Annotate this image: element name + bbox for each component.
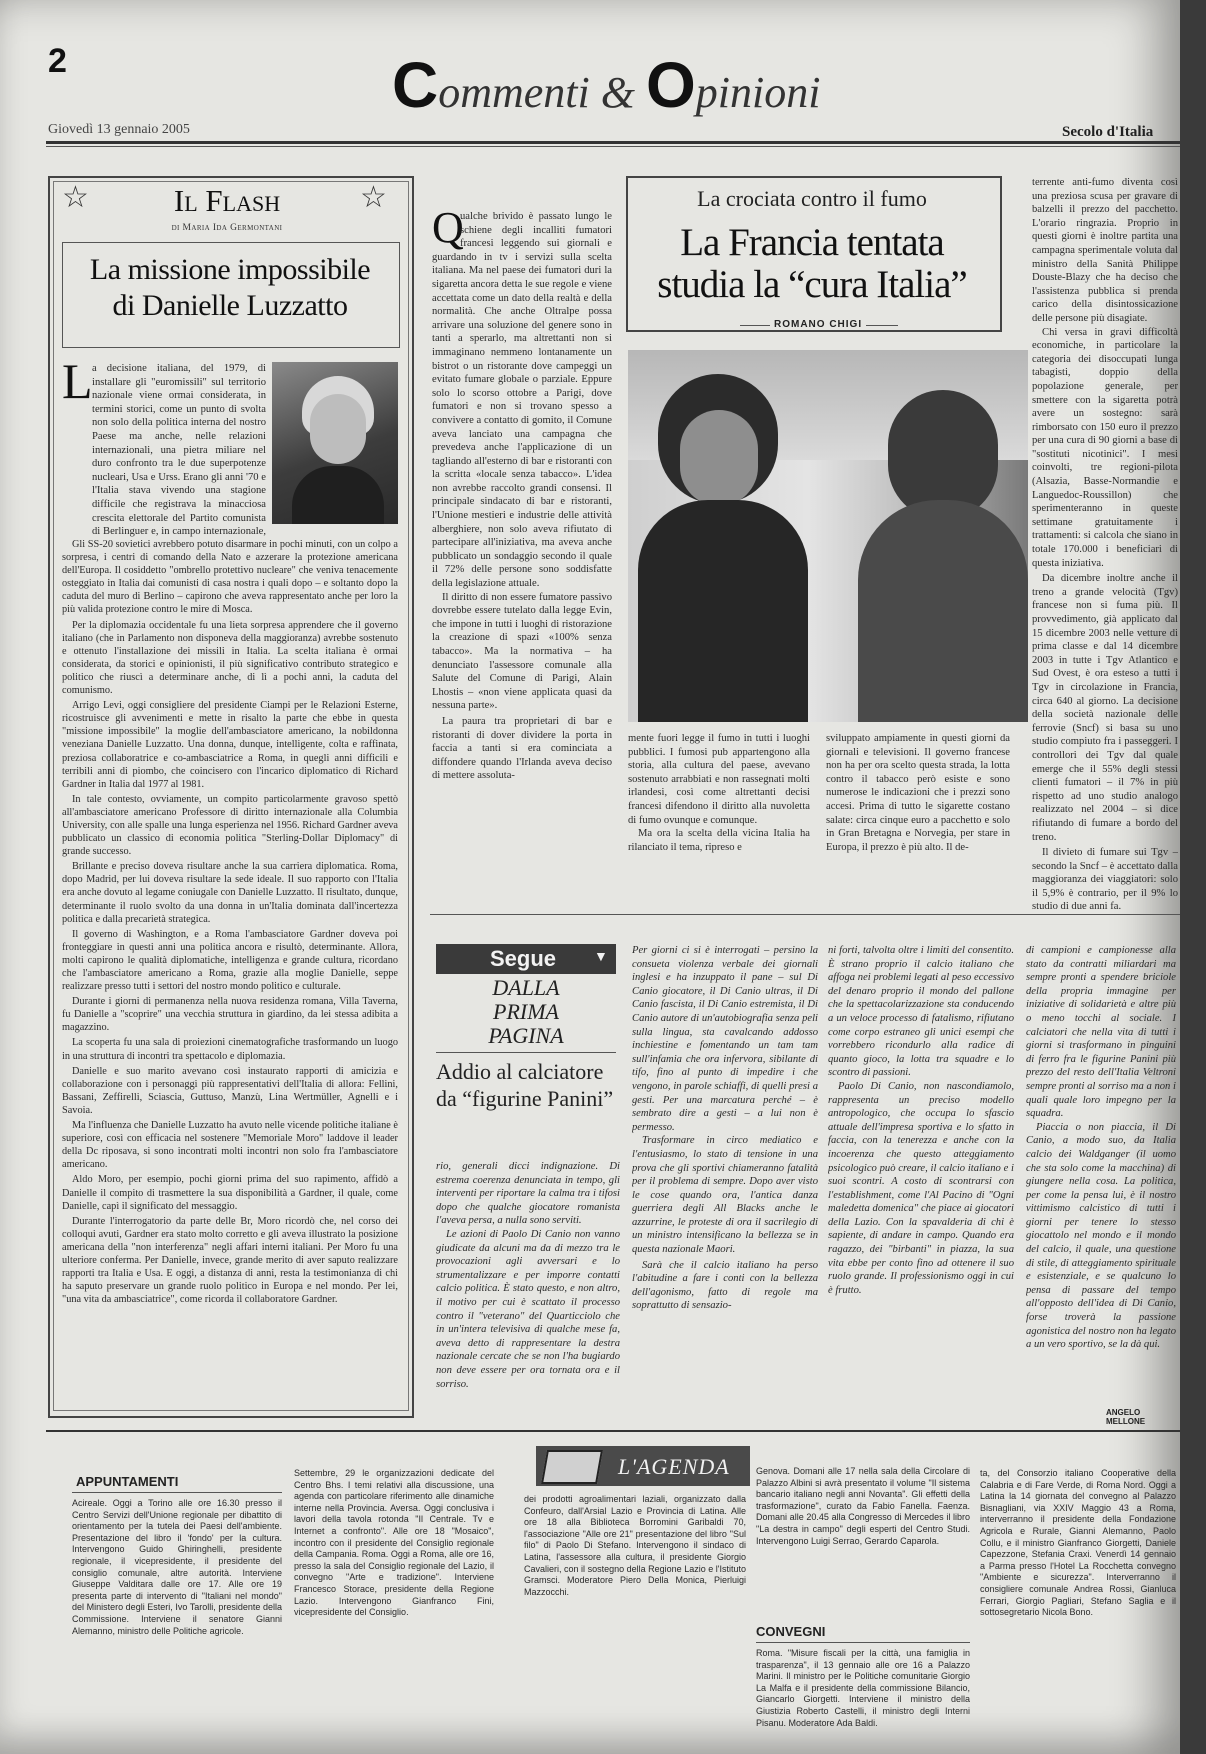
- flash-paragraph: Brillante e preciso doveva risultare anche la sua carriera diplomatica. Roma, dopo Madrid, per lui doveva risultare la sede ideale. Il suo rapporto con l'Italia era anche dovuto al legame coniugale con Danielle Luzzatto. Il risultato, dunque, determinante il ruolo svolto da una donna in un'Italia dominata dall'incertezza politica e dalla precarietà strategica.: [62, 861, 398, 925]
- segue-col-3: [828, 944, 1014, 1422]
- flash-paragraph: Arrigo Levi, oggi consigliere del presidente Ciampi per le Relazioni Esterne, ricostruisce gli avvenimenti e mette in risalto la parte che ebbe in questa "missione impossibile" la moglie dell'ambasciatore americano, la nobildonna veneziana Danielle Luzzatto. Una donna, dunque, intelligente, colta e raffinata, preziosa collaboratrice e co-ambasciatrice a Roma, in quegli anni difficili e terribili anni di piombo, che coincisero con l'incarico diplomatico di Richard Gardner in Italia dal 1977 al 1981.: [62, 700, 398, 790]
- flash-drop-cap: L: [62, 353, 93, 409]
- segue-line-3: PAGINA: [488, 1023, 564, 1048]
- section-c-initial: C: [392, 49, 439, 121]
- arrow-down-icon: ▼: [594, 950, 608, 965]
- segue-col-1-paragraph: Le azioni di Paolo Di Canio non vanno giudicate da alcuni ma da di mezzo tra le provocazioni agli avversari e lo strumentalizzare e per imporre contatti calcio politica. È stato questo, e non altro, il motivo per cui è scattato il processo contro il "veterano" del Quarticciolo che in un'intera televisiva di qualche mese fa, aveva detto di rappresentare la destra nazionale cercate che se non l'ha bugiardo non deve essere per ora tornata ora e il sorriso.: [436, 1228, 620, 1390]
- smoke-col-3-text: sviluppato ampiamente in questi giorni da giornali e televisioni. Il governo francese non ha per ora scelto questa strada, la lotta contro il tabacco però esiste e sono numerose le indicazioni che i prezzi sono accesi. Prima di tutto le sigarette costano salate: circa cinque euro a pacchetto e solo in Gran Bretagna e Norvegia, per stare in Europa, il prezzo è più alto. Il de-: [826, 733, 1010, 853]
- flash-paragraph: In tale contesto, ovviamente, un compito particolarmente gravoso spettò all'ambasciatore americano Professore di diritto internazionale alla Columbia University, con alle spalle una lunga esperienza nel 1956. Richard Gardner aveva pubblicato un classico di economia politica "Sterling-Dollar Diplomacy" di grande successo.: [62, 793, 398, 858]
- segue-from-front: [436, 976, 616, 1048]
- flash-byline: di Maria Ida Germontani: [171, 223, 283, 233]
- flash-paragraph: Il governo di Washington, e a Roma l'ambasciatore Gardner doveva poi fronteggiare in questi anni una politica ancora e risultò, determinante. Allora, molti capirono le qualità diplomatiche, intelligenza e grande cultura, ricordano che l'ambasciatore americano a Roma, grazie alla moglie Danielle, seppe realizzare presso tutti i settori del nostro mondo politico e culturale.: [62, 928, 398, 993]
- smoke-col-4-paragraph: Da dicembre inoltre anche il treno a grande velocità (Tgv) francese non si fuma più. Il provvedimento, già applicato dal 15 dicembre 2003 nelle vetture di prima classe e dal 14 dicembre 2003 in tutte i Tgv Atlantico e Sud Ovest, è ora esteso a tutti i Tgv in circolazione in Francia, circa 640 al giorno. La decisione della società nazionale delle ferrovie (Sncf) si basa su uno studio compiuto fra i passeggeri. I controllori dei Tgv dal quale emerge che il 55% degli stessi clienti fumatori – il 7% in più rispetto ad uno studio analogo realizzato nel 2004 – si dice rifiutando di fumare a bordo del treno.: [1032, 573, 1178, 843]
- segue-col-1-text: rio, generali dicci indignazione. Di estrema coerenza denunciata in tempo, gli interventi per riportare la calma tra i tifosi dopo che qualche giocatore romanista l'aveva persa, a nulla sono serviti.: [436, 1161, 620, 1227]
- agenda-col-5-text: ta, del Consorzio italiano Cooperative della Calabria e di Fare Verde, di Roma Nord. Oggi a Latina la 14 giornata del convegno al Palazzo Bisnagliani, via XXIV Maggio 43 a Roma, interverranno il presidente della Fondazione Agricola e Rurale, Gianni Alemanno, Paolo Collu, e il ministro Gianfranco Giorgetti, Daniele Capezzone, Stefania Craxi. Venerdì 14 gennaio a Parma presso l'Hotel La Rocchetta convegno "Ambiente e sicurezza". Interverranno il consigliere comunale Andrea Rossi, Gianluca Ferrari, Giorgio Pagliari, Stefano Saglia e il sottosegretario Nicola Bono.: [980, 1468, 1176, 1618]
- agenda-logo: L'AGENDA: [618, 1454, 730, 1479]
- flash-rubric: Il Flash: [173, 183, 281, 218]
- segue-col-4-text: di campioni e campionesse alla stato da contratti miliardari ma sempre pronti a spendere briciole della propria immagine per iniziative di solidarietà e altre più o meno tocchi al sociale. I calciatori che nella vita di tutti i giorni si trasformano in pinguini di ferro fra le figurine Panini più prezzo del resto dell'Italia Veltroni sempre pronti al sorriso ma a non i quali quale loro impegno per la squadra.: [1026, 945, 1176, 1120]
- segue-col-2: [632, 944, 818, 1422]
- agenda-col-convegni: [756, 1648, 970, 1738]
- flash-title: [64, 252, 396, 324]
- section-o-initial: O: [645, 49, 696, 121]
- appuntamenti-rule: [72, 1492, 282, 1493]
- agenda-col-4: [756, 1466, 970, 1620]
- header-rule: [46, 141, 1180, 144]
- agenda-col-1: [72, 1498, 282, 1738]
- segue-label: Segue: [490, 946, 557, 971]
- section-title: [392, 48, 852, 121]
- flash-paragraph: Danielle e suo marito avevano così instaurato rapporti di amicizia e collaborazione con i personaggi più rappresentativi dell'Italia di allora: Fellini, Bassani, Zeffirelli, Sciascia, Guttuso, Manzù, Lina Wertmüller, Agnelli e i Savoia.: [62, 1065, 398, 1116]
- segue-col-1: [436, 1160, 620, 1422]
- smoke-col-2: [628, 732, 810, 932]
- convegni-rule: [756, 1642, 970, 1643]
- book-icon: [541, 1450, 603, 1484]
- section-word-1: ommenti &: [438, 68, 646, 117]
- flash-intro-text: a decisione italiana, del 1979, di installare gli "euromissili" sul territorio nazionale viene ormai considerata, in termini storici, come un punto di svolta non solo della politica interna del nostro Paese ma anche, nelle relazioni internazionali, una pietra miliare nel duro confronto tra le due superpotenze nucleari, Usa e Urss. Erano gli anni '70 e l'Italia stava vivendo una stagione difficile che registrava la minacciosa crescita elettorale del Partito comunista di Berlinguer e, in campo internazionale,: [92, 363, 266, 538]
- section-word-2: pinioni: [695, 68, 821, 117]
- smoke-drop-cap: Q: [432, 203, 464, 252]
- smoke-col-2-paragraph: Ma ora la scelta della vicina Italia ha rilanciato il tema, ripreso e: [628, 828, 810, 853]
- agenda-col-2: [294, 1468, 494, 1738]
- agenda-banner: [536, 1446, 750, 1486]
- smoke-col-4-text: terrente anti-fumo diventa così una preziosa scusa per gravare di balzelli il prezzo del pacchetto. L'orario ringrazia. Proprio in questi giorni è inoltre partita una campagna sperimentale voluta dal ministro della Sanità Philippe Douste-Blazy che ha deciso che l'assistenza pubblica si prenda carico della disintossicazione delle persone più disagiate.: [1032, 177, 1178, 324]
- byline-rule-right: [866, 325, 898, 326]
- section-divider: [430, 914, 1180, 915]
- flash-paragraph: Per la diplomazia occidentale fu una lieta sorpresa apprendere che il governo italiano (che in Parlamento non disponeva della maggioranza) avrebbe sostenuto e ottenuto l'installazione dei missili in Italia. La scelta italiana è ormai considerata, da storici e opinionisti, il più significativo contributo strategico e politico che riuscì a determinare anche, di lì a pochi anni, la caduta del comunismo.: [62, 619, 398, 697]
- smoke-col-1-paragraph: La paura tra proprietari di bar e ristoranti di dover dividere la porta in faccia a tanti si era cominciata a diffondere quando l'Irlanda aveva deciso di mettere assoluta-: [432, 715, 612, 782]
- smoking-photo: [628, 350, 1028, 722]
- segue-col-4: [1026, 944, 1176, 1404]
- flash-body: [62, 538, 398, 1402]
- flash-paragraph: La scoperta fu una sala di proiezioni cinematografiche trasformando un luogo in una struttura di incontri tra spettacolo e diplomazia.: [62, 1037, 398, 1062]
- byline-rule-left: [740, 325, 770, 326]
- segue-col-4-paragraph: Piaccia o non piaccia, il Di Canio, a modo suo, da Italia calcio dei Waldganger (il uomo che sta solo come la macchina) di giungere nella cosa. La politica, per come la pensa lui, è il nostro vittimismo calcistico di tutti i giorni per tenere lo stesso giocattolo nel mondo e il mondo del calcio, il quale, una questione di stile, di atteggiamento spirituale e esistenziale, e se qualcuno lo pensa di passare del tempo all'opposto dell'idea di Di Canio, forse troverà la passione agonistica del nostro non ha legato a un vero sportivo, se la dà qui.: [1026, 1121, 1176, 1351]
- issue-date: Giovedì 13 gennaio 2005: [48, 122, 190, 137]
- smoke-col-2-text: mente fuori legge il fumo in tutti i luoghi pubblici. I fumosi pub appartengono alla storia, alla cultura del paese, avevano sostenuto arrabbiati e non rassegnati molti irlandesi, così come altrettanti decisi francesi difendono il diritto alla nuvoletta di fumo ovunque e comunque.: [628, 733, 810, 826]
- segue-col-3-paragraph: Paolo Di Canio, non nascondiamolo, rappresenta un preciso modello antropologico, che occupa lo sfascio attuale dell'impresa sportiva e lo sfatto in faccia, con la tenerezza e anche con la incoerenza che questo atteggiamento psicologico può creare, il calcio italiano e i suoi scontri. A costo di scontrarsi con l'establishment, come l'Al Pacino di "Ogni maledetta domenica" che piace ai giocatori della Lazio. Con la spavalderia di chi è sapiente, di andare in campo. Quando era ragazzo, dei "birbanti" in piazza, la sua vita ebbe per conto fino ad ottenere il suo ruolo grande. Il professionismo oggi in cui è frutto.: [828, 1080, 1014, 1296]
- convegni-title: CONVEGNI: [756, 1624, 826, 1639]
- agenda-col-4-text: Genova. Domani alle 17 nella sala della Circolare di Palazzo Albini si avrà presentato il volume "Il sistema bancario italiano negli anni Novanta". Gli effetti della trasformazione", curato da Fabio Fanella. Faenza. Domani alle 20.45 alla Congresso di Mercedes il libro "La destra in campo" degli esperti del Centro Studi. Intervengono Luigi Serrao, Gerardo Caparola.: [756, 1466, 970, 1546]
- segue-col-2-text: Per giorni ci si è interrogati – persino la consueta violenza verbale dei giornali inglesi e ha inzuppato il pane – sul Di Canio giocatore, il Di Canio ultras, il Di Canio fascista, il Di Canio estremista, il Di Canio autore di un'autobiografia senza peli sulla lingua, sta cavalcando addosso inchiestine e fomentando un tam tam sull'infamia che ora infervora, sibilante di tifo, fino al punto di impedire i che vengono, in parole schiaffi, di quelli presi a gesti. Per una marcatura perché – è sembrato dire a gesti – a lui non è permesso.: [632, 945, 818, 1133]
- segue-rule: [436, 1052, 616, 1053]
- flash-paragraph: Durante l'interrogatorio da parte delle Br, Moro ricordò che, nel corso dei colloqui avuti, Gardner era stato molto corretto e gli aveva illustrato la posizione americana della "non interferenza" negli affari interni italiani. Per Moro fu una ulteriore conferma. Per Danielle, invece, grande merito di aver saputo realizzare rapporti tra Italia e Usa. E oggi, a distanza di anni, resta la testimonianza di chi ha saputo preservare un grande ruolo politico in Europa e nel mondo. Per lei, "una vita da ambasciatrice", come ricorda il collaboratore Gardner.: [62, 1215, 398, 1306]
- segue-col-3-text: ni forti, talvolta oltre i limiti del consentito. È strano proprio il calcio italiano che affoga nei problemi legati al peso eccessivo del denaro proprio il mondo del pallone che la spettacolarizzazione sta conducendo a un veloce processo di fatalismo, rifiutano come corpo estraneo gli unici esempi che vorrebbero ricondurlo alla radice di quanto gioco, la lotta tra squadre e lo scontro di passioni.: [828, 945, 1014, 1079]
- agenda-col-5: [980, 1468, 1176, 1738]
- segue-line-1: DALLA: [492, 975, 560, 1000]
- smoke-col-3: [826, 732, 1010, 932]
- smoke-col-4-paragraph: Il divieto di fumare sui Tgv – secondo la Sncf – è accettato dalla maggioranza dei viaggiatori: solo il 5,9% è contrario, per il 9% lo studio di due anni fa.: [1032, 847, 1178, 913]
- smoke-title-line-1: La Francia tentata: [680, 221, 944, 264]
- segue-tag: [436, 944, 616, 974]
- segue-col-2-paragraph: Sarà che il calcio italiano ha perso l'abitudine a fare i conti con la bellezza dell'agonismo, fatto di regole ma soprattutto di sensazio-: [632, 1259, 818, 1312]
- appuntamenti-title: APPUNTAMENTI: [76, 1474, 179, 1489]
- segue-author: ANGELO MELLONE: [1106, 1408, 1146, 1426]
- agenda-col-2-text: Settembre, 29 le organizzazioni dedicate del Centro Bhs. I temi relativi alla discussione, una agenda con particolare riferimento alle dinamiche interne nella Provincia. Aversa. Oggi conclusiva i lavori della tavola rotonda "Il Centrale. Tv e Internet a confronto". Alle ore 18 "Mosaico", incontro con il presidente del Consiglio regionale della Campania. Roma. Oggi a Roma, alle ore 16, presso la sala del Consiglio regionale del Lazio, il convegno "Arte e tradizione". Interviene Francesco Storace, presidente della Regione Lazio. Intervengono Gianfranco Fini, vicepresidente del Consiglio.: [294, 1468, 494, 1618]
- brand-name: Secolo d'Italia: [1062, 124, 1154, 140]
- agenda-col-1-text: Acireale. Oggi a Torino alle ore 16.30 presso il Centro Servizi dell'Unione regionale per dibattito di orientamento per la tutela dei Paesi dell'ambiente. Presentazione del libro il 'fondo' per la cultura. Intervengono Guido Ghiringhelli, presidente regionale, il vicepresidente, il presidente del consiglio comunale, altre autorità. Interviene Giuseppe Valditara dalle ore 17. Alle ore 19 presenta parte di intervento di "Italiani nel mondo" del Ministero degli Esteri, Ivo Tarolli, presidente della Commissione. Interviene il senatore Gianni Alemanno, ministro delle Politiche agricole.: [72, 1498, 282, 1636]
- smoke-col-1-paragraph: Il diritto di non essere fumatore passivo dovrebbe essere tutelato dalla legge Evin, che impone in tutti i luoghi di ristorazione la creazione di spazi «100% senza tabacco». Ma la normativa – ha denunciato l'assessore comunale alla Salute del Comune di Parigi, Alain Lhostis – «non viene applicata quasi da nessuna parte».: [432, 591, 612, 712]
- portrait-photo: [272, 362, 398, 524]
- star-icon-right: ☆: [360, 181, 387, 214]
- smoke-col-4: [1032, 176, 1178, 928]
- convegni-text: Roma. "Misure fiscali per la città, una famiglia in trasparenza", il 13 gennaio alle ore 16 a Palazzo Marini. Il ministro per le Politiche comunitarie Giorgio La Malfa e il presidente della commissione Bilancio, Giancarlo Giorgetti. Interviene il ministro della Giustizia Roberto Castelli, il ministro degli Interni Pisanu. Moderatore Ada Baldi.: [756, 1648, 970, 1728]
- page-number: 2: [48, 42, 67, 80]
- flash-paragraph: Durante i giorni di permanenza nella nuova residenza romana, Villa Taverna, fu Danielle a "scoprire" una vecchia struttura in giardino, da lei stessa adibita a magazzino.: [62, 996, 398, 1034]
- segue-headline: Addio al calciatore da “figurine Panini”: [436, 1059, 614, 1111]
- flash-paragraph: Aldo Moro, per esempio, pochi giorni prima del suo rapimento, affidò a Danielle il compito di trasmettere la sua disponibilità a Gardner, il quale, come Danielle, capì il significato del messaggio.: [62, 1174, 398, 1212]
- smoke-col-1-text: ualche brivido è passato lungo le schiene degli incalliti fumatori francesi leggendo sui giornali e guardando in tv i servizi sulla scelta italiana. Ma nel paese dei fumatori duri la sigaretta ancora detta le sue regole e viene accettata come un dato della realtà e della normalità. Che anche Oltralpe possa arrivare una soluzione del genere sono in tanti a sperarlo, ma altrettanti non si immaginano nemmeno lontanamente un bistrot o un ristorante dove campeggi un evitato fumare globale o parziale. Eppure solo lo scorso ottobre a Parigi, dove fumatori e non si trovano spesso a convivere a contatto di gomito, il Comune aveva lanciato una campagna che prevedeva anche l'applicazione di un tagliando all'esterno di bar e ristoranti con la scritta «locale senza tabacco». L'idea non avrebbe raccolto grandi consensi. Il principale sindacato di bar e ristoranti, l'Unione mestieri e industrie delle attività alberghiere, non solo aveva rifiutato di partecipare all'iniziativa, ma aveva anche pubblicato un sondaggio secondo il quale il 72% delle persone sono soddisfatte della legislazione attuale.: [432, 211, 612, 590]
- smoke-col-1: [432, 210, 612, 934]
- smoke-title-line-2: studia la “cura Italia”: [657, 263, 967, 306]
- flash-paragraph: Ma l'influenza che Danielle Luzzatto ha avuto nelle vicende politiche italiane è superiore, così con efficacia nel sostenere "Memoriale Moro" laddove il leader della Dc riposava, si sono incontrati molti incontri non solo fra l'ambasciatore americano.: [62, 1120, 398, 1171]
- agenda-top-rule: [46, 1430, 1180, 1432]
- agenda-col-3-text: dei prodotti agroalimentari laziali, organizzato dalla Confeuro, dall'Arsial Lazio e Provincia di Latina. Alle ore 18 alla Biblioteca Borromini Garibaldi 70, l'associazione "Alle ore 21" presentazione del libro "Sul filo" di Paolo Di Stefano. Intervengono il sindaco di Latina, l'assessore alla cultura, il presidente Giorgio Cavalieri, con il sostegno della Regione Lazio e l'Istituto Gramsci. Moderatore Piero Della Monica, Pierluigi Mazzocchi.: [524, 1494, 746, 1597]
- smoke-col-4-paragraph: Chi versa in gravi difficoltà economiche, in particolare la categoria dei disoccupati lunga tabagisti, doppio della popolazione generale, per smettere con la sigaretta potrà avere un sostegno: sarà rimborsato con 150 euro il prezzo per una cura di 90 giorni a base di "sostituti nicotinici". I mesi coinvolti, tre regioni-pilota (Alsazia, Basse-Normandie e Languedoc-Roussillon) che sperimenteranno in queste settimane gratuitamente i trattamenti: si calcola che siano in totale 170.000 i beneficiari di questa iniziativa.: [1032, 326, 1178, 569]
- smoke-kicker: La crociata contro il fumo: [697, 186, 927, 211]
- flash-title-line-1: La missione impossibile: [89, 253, 371, 286]
- star-icon-left: ☆: [62, 181, 89, 214]
- header-rule-thin: [46, 146, 1180, 147]
- smoke-byline: ROMANO CHIGI: [774, 319, 863, 330]
- flash-intro: [92, 362, 266, 538]
- agenda-col-3: [524, 1494, 746, 1738]
- flash-title-line-2: di Danielle Luzzatto: [112, 289, 348, 322]
- segue-line-2: PRIMA: [493, 999, 559, 1024]
- segue-col-2-paragraph: Trasformare in circo mediatico e l'entusiasmo, lo stato di tensione in una prova che gli sportivi chiameranno fatalità per il problema di sempre. Dopo aver visto le cose quando ora, l'antica danza guerriera degli All Blacks anche le azzurrine, le proteste di ora il sacrilegio di un ministro intensificano la bellezza se in questa nazionale Maori.: [632, 1135, 818, 1256]
- flash-paragraph: Gli SS-20 sovietici avrebbero potuto disarmare in pochi minuti, con un colpo a sorpresa, i centri di comando della Nato e azzerare la protezione americana dell'Europa. Il cosiddetto "ombrello protettivo nucleare" che veniva tenacemente osteggiato in Italia dai comunisti di casa nostra i quali dopo – e soltanto dopo la caduta del muro di Berlino – capirono che aveva rappresentato anche per loro la più valida protezione contro le mire di Mosca.: [62, 539, 398, 616]
- smoke-title: [628, 222, 996, 306]
